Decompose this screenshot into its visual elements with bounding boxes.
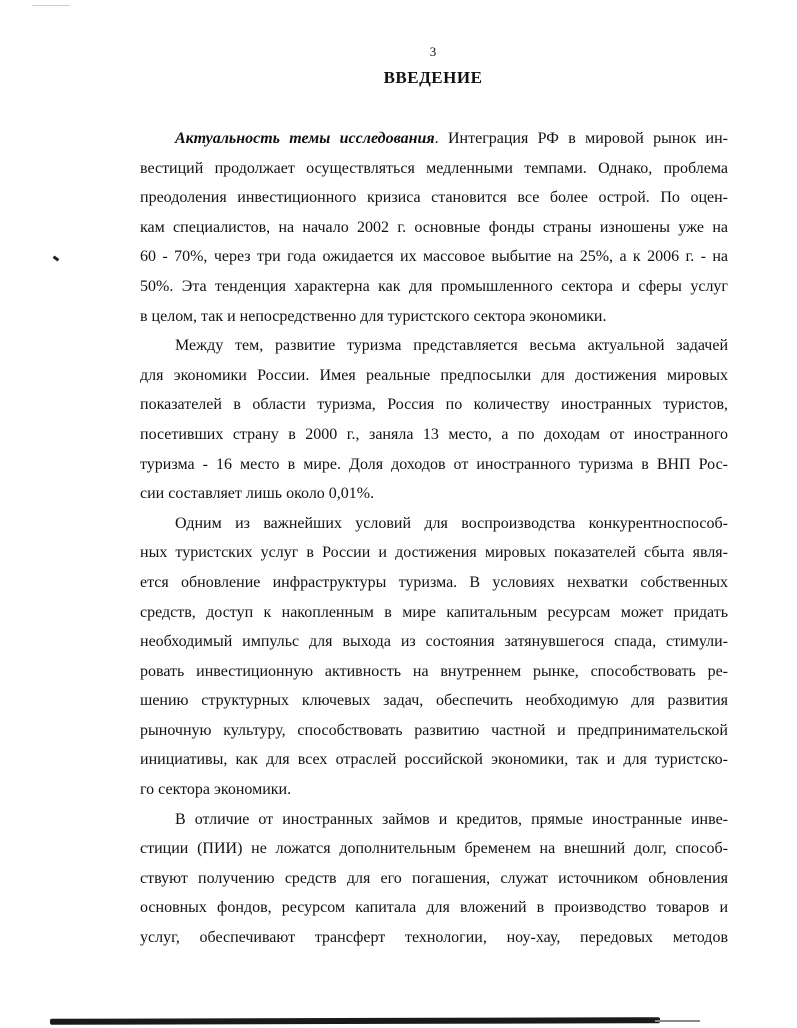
text-line: для экономики России. Имея реальные предпосылки для достижения мировых [140, 366, 728, 384]
scan-bottom-edge [50, 1017, 660, 1025]
text-line: Между тем, развитие туризма представляется весьма актуальной задачей [175, 337, 728, 355]
text-line: 60 - 70%, через три года ожидается их массовое выбытие на 25%, а к 2006 г. - на [140, 248, 728, 266]
paragraph-infrastructure [140, 509, 728, 805]
text-line: ется обновление инфраструктуры туризма. В условиях нехватки собственных [140, 573, 728, 591]
page-number: 3 [429, 44, 437, 59]
text-line: сии составляет лишь около 0,01%. [140, 485, 375, 503]
text-line: Одним из важнейших условий для воспроизводства конкурентноспособ- [175, 514, 728, 532]
text-line: туризма - 16 место в мире. Доля доходов от иностранного туризма в ВНП Рос- [140, 455, 728, 473]
document-body [140, 124, 728, 953]
text-line: ствуют получению средств для его погашения, служат источником обновления [140, 869, 728, 887]
text-line: в целом, так и непосредственно для туристского сектора экономики. [140, 307, 607, 325]
text-line: средств, доступ к накопленным в мире капитальным ресурсам может придать [140, 603, 728, 621]
paragraph-relevance [140, 124, 728, 331]
text-line: инициативы, как для всех отраслей российской экономики, так и для туристско- [140, 751, 728, 769]
text-line: стиции (ПИИ) не ложатся дополнительным бременем на внешний долг, способ- [140, 840, 728, 858]
text-line: го сектора экономики. [140, 781, 292, 799]
paragraph-fdi [140, 805, 728, 953]
text-line: шению структурных ключевых задач, обеспечить необходимую для развития [140, 692, 728, 710]
text-line: показателей в области туризма, Россия по количеству иностранных туристов, [140, 396, 728, 414]
text-line: Актуальность темы исследования. Интеграция РФ в мировой рынок ин- [175, 130, 729, 147]
text-line: ровать инвестиционную активность на внутреннем рынке, способствовать ре- [140, 662, 728, 680]
scan-bottom-edge-tail [655, 1020, 700, 1022]
text-line: необходимый импульс для выхода из состояния затянувшегося спада, стимули- [140, 633, 728, 651]
scan-artifact-mark [53, 256, 60, 262]
text-line: В отличие от иностранных займов и кредитов, прямые иностранные инве- [175, 810, 728, 828]
text-line: ных туристских услуг в России и достижения мировых показателей сбыта явля- [140, 544, 728, 562]
text-line: рыночную культуру, способствовать развитию частной и предпринимательской [140, 721, 728, 739]
text-line: вестиций продолжает осуществляться медленными темпами. Однако, проблема [140, 159, 728, 177]
paragraph-tourism-development [140, 331, 728, 509]
scan-corner-mark [32, 5, 70, 6]
text-line: 50%. Эта тенденция характерна как для промышленного сектора и сферы услуг [140, 277, 728, 295]
page-heading: ВВЕДЕНИЕ [383, 68, 483, 87]
text-line: преодоления инвестиционного кризиса становится все более острой. По оцен- [140, 189, 728, 207]
text-line: основных фондов, ресурсом капитала для вложений в производство товаров и [140, 899, 728, 917]
relevance-lead-phrase: Актуальность темы исследования [175, 130, 435, 147]
text-line: услуг, обеспечивают трансферт технологии, ноу-хау, передовых методов [140, 929, 728, 947]
text-line: кам специалистов, на начало 2002 г. основные фонды страны изношены уже на [140, 218, 728, 236]
text-line: посетивших страну в 2000 г., заняла 13 место, а по доходам от иностранного [140, 425, 728, 443]
